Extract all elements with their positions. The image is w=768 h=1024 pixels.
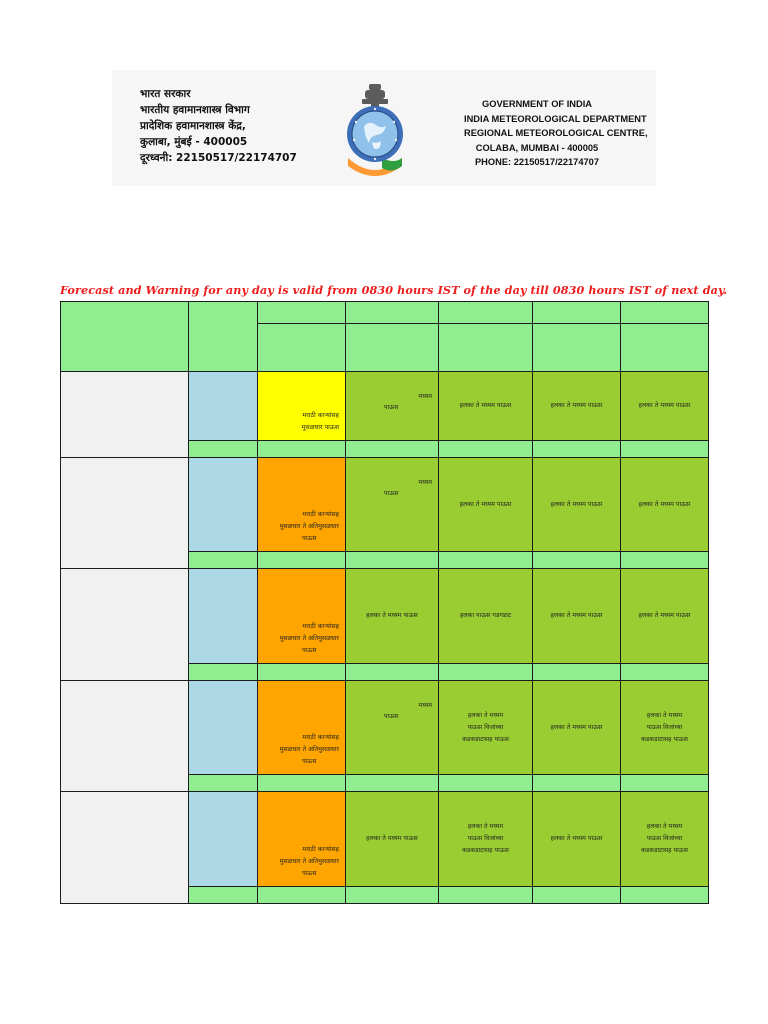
header-day-cell [532,323,621,372]
forecast-cell [438,457,533,552]
forecast-text: मध्यम [418,479,432,486]
row-strip-cell [438,663,533,681]
english-line: INDIA METEOROLOGICAL DEPARTMENT [464,113,647,124]
row-strip-cell [188,886,258,904]
forecast-cell [438,791,533,887]
text-line: हलका ते मध्यम [467,711,504,719]
text-line: हलका ते मध्यम पाऊस [638,402,691,409]
text-line: हलका ते मध्यम पाऊस [550,500,603,508]
text-line: मुसळधार ते अतिमुसळधार [279,635,339,642]
row-strip-cell [257,663,346,681]
forecast-text [439,710,532,746]
row-strip-cell [620,551,709,569]
text-line: मराठी काऱ्यांसह [302,412,339,419]
forecast-text: मध्यम [418,702,432,709]
row-strip-cell [257,886,346,904]
forecast-text [533,610,620,622]
forecast-cell [345,791,439,887]
text-line: मुसळधार ते अतिमुसळधार [279,746,339,753]
forecast-cell [438,680,533,775]
text-line: हलका ते मध्यम [646,711,683,719]
text-line: हलका ते मध्यम पाऊस [638,500,691,508]
text-line: मुसळधार ते अतिमुसळधार [279,523,339,530]
forecast-text [346,833,438,845]
text-line: मुसळधार पाऊस [301,424,339,431]
text-line: मराठी काऱ्यांसह [302,511,339,518]
text-line: पाऊस विजांच्या [467,835,504,842]
forecast-text [621,821,708,857]
header-day-cell [257,323,346,372]
forecast-text [439,610,532,622]
hindi-line: भारत सरकार [140,88,191,100]
forecast-cell [345,371,439,441]
warning-text [302,410,339,434]
forecast-cell [345,680,439,775]
text-line: पाऊस विजांच्या [646,723,683,731]
row-strip-cell [188,663,258,681]
letterhead-hindi [140,86,297,166]
header-day-label-cell [438,301,533,324]
district-cell [60,791,189,904]
hindi-line: दूरध्वनी: 22150517/22174707 [140,152,297,164]
row-strip-cell [345,886,439,904]
text-line: हलका ते मध्यम पाऊस [638,612,691,619]
row-strip-cell [188,440,258,458]
forecast-text [621,710,708,746]
english-line: REGIONAL METEOROLOGICAL CENTRE, [464,128,648,138]
english-line: COLABA, MUMBAI - 400005 [475,142,599,153]
forecast-text: पाऊस [384,404,399,411]
row-strip-cell [620,440,709,458]
text-line: हलका ते मध्यम पाऊस [550,612,603,619]
header-day-cell [345,323,439,372]
day1-cell [188,371,258,441]
header-day-label-cell [345,301,439,324]
forecast-text [533,833,620,845]
row-strip-cell [620,663,709,681]
row-strip-cell [532,551,621,569]
text-line: हलका ते मध्यम [467,823,504,830]
forecast-cell [620,791,709,887]
forecast-text: पाऊस [384,490,399,497]
forecast-text [439,821,532,857]
row-strip-cell [438,886,533,904]
row-strip-cell [438,551,533,569]
forecast-text [621,499,708,511]
text-line: कडकडाटासह पाऊस [641,847,688,854]
row-strip-cell [345,774,439,792]
text-line: पाऊस विजांच्या [646,835,683,842]
district-cell [60,457,189,569]
forecast-text: पाऊस [384,713,399,720]
text-line: पाऊस [302,535,317,542]
forecast-text [621,610,708,622]
forecast-text: मध्यम [418,393,432,400]
row-strip-cell [345,440,439,458]
district-cell [60,680,189,792]
letterhead-english [464,97,648,170]
row-strip-cell [257,774,346,792]
header-day-cell [620,323,709,372]
row-strip-cell [438,774,533,792]
text-line: हलका ते मध्यम पाऊस [366,612,418,619]
day1-cell [188,680,258,775]
text-line: हलका पाऊस गडगडाट [459,612,512,619]
text-line: हलका ते मध्यम पाऊस [366,835,418,842]
forecast-cell [532,371,621,441]
letterhead [112,70,656,186]
row-strip-cell [620,774,709,792]
row-strip-cell [345,663,439,681]
forecast-cell [620,568,709,664]
english-line: PHONE: 22150517/22174707 [474,157,600,167]
warning-text [280,509,339,545]
forecast-cell [438,568,533,664]
text-line: मराठी काऱ्यांसह [302,846,339,853]
forecast-cell [620,371,709,441]
row-strip-cell [188,774,258,792]
forecast-table [60,301,708,903]
forecast-cell [532,791,621,887]
warning-cell-orange [257,791,346,887]
forecast-cell [620,680,709,775]
header-day-label-cell [532,301,621,324]
district-cell [60,568,189,681]
hindi-line: प्रादेशिक हवामानशास्त्र केंद्र, [140,120,246,132]
row-strip-cell [532,440,621,458]
text-line: कडकडाटासह पाऊस [462,847,509,854]
header-day-label-cell [257,301,346,324]
english-line: GOVERNMENT OF INDIA [481,99,592,109]
forecast-text [533,499,620,511]
header-district-cell [60,301,189,372]
row-strip-cell [620,886,709,904]
row-strip-cell [257,440,346,458]
day1-cell [188,791,258,887]
row-strip-cell [257,551,346,569]
text-line: मुसळधार ते अतिमुसळधार [279,858,339,865]
text-line: कडकडाटासह पाऊस [462,735,509,743]
forecast-text [533,400,620,412]
forecast-cell [620,457,709,552]
header-day-label-cell [620,301,709,324]
text-line: हलका ते मध्यम [646,823,683,830]
text-line: पाऊस [302,647,317,654]
header-day-cell [438,323,533,372]
warning-text [280,621,339,657]
row-strip-cell [345,551,439,569]
text-line: पाऊस विजांच्या [467,723,504,731]
text-line: पाऊस [302,870,317,877]
district-cell [60,371,189,458]
forecast-text [439,499,532,511]
day1-cell [188,568,258,664]
imd-emblem-icon [342,82,408,180]
text-line: हलका ते मध्यम पाऊस [550,402,603,409]
text-line: कडकडाटासह पाऊस [641,735,688,743]
row-strip-cell [438,440,533,458]
warning-text [280,844,339,880]
text-line: मराठी काऱ्यांसह [302,734,339,741]
forecast-cell [438,371,533,441]
hindi-line: भारतीय हवामानशास्त्र विभाग [140,104,250,116]
forecast-cell [532,680,621,775]
forecast-cell [532,457,621,552]
warning-cell-orange [257,680,346,775]
warning-cell-yellow [257,371,346,441]
warning-cell-orange [257,457,346,552]
hindi-line: कुलाबा, मुंबई - 400005 [140,136,248,148]
text-line: पाऊस [302,758,317,765]
forecast-cell [345,568,439,664]
forecast-cell [345,457,439,552]
validity-note: Forecast and Warning for any day is valid from 0830 hours IST of the day till 0830 hours IST of next day. [60,283,728,297]
day1-cell [188,457,258,552]
text-line: हलका ते मध्यम पाऊस [459,402,512,409]
warning-cell-orange [257,568,346,664]
forecast-text [621,400,708,412]
row-strip-cell [532,663,621,681]
row-strip-cell [188,551,258,569]
warning-text [280,732,339,768]
forecast-cell [532,568,621,664]
row-strip-cell [532,774,621,792]
text-line: मराठी काऱ्यांसह [302,623,339,630]
forecast-text [439,400,532,412]
forecast-text [346,610,438,622]
row-strip-cell [532,886,621,904]
header-cell [188,301,258,372]
text-line: हलका ते मध्यम पाऊस [550,835,603,842]
forecast-text [533,722,620,734]
text-line: हलका ते मध्यम पाऊस [459,500,512,508]
text-line: हलका ते मध्यम पाऊस [550,723,603,731]
